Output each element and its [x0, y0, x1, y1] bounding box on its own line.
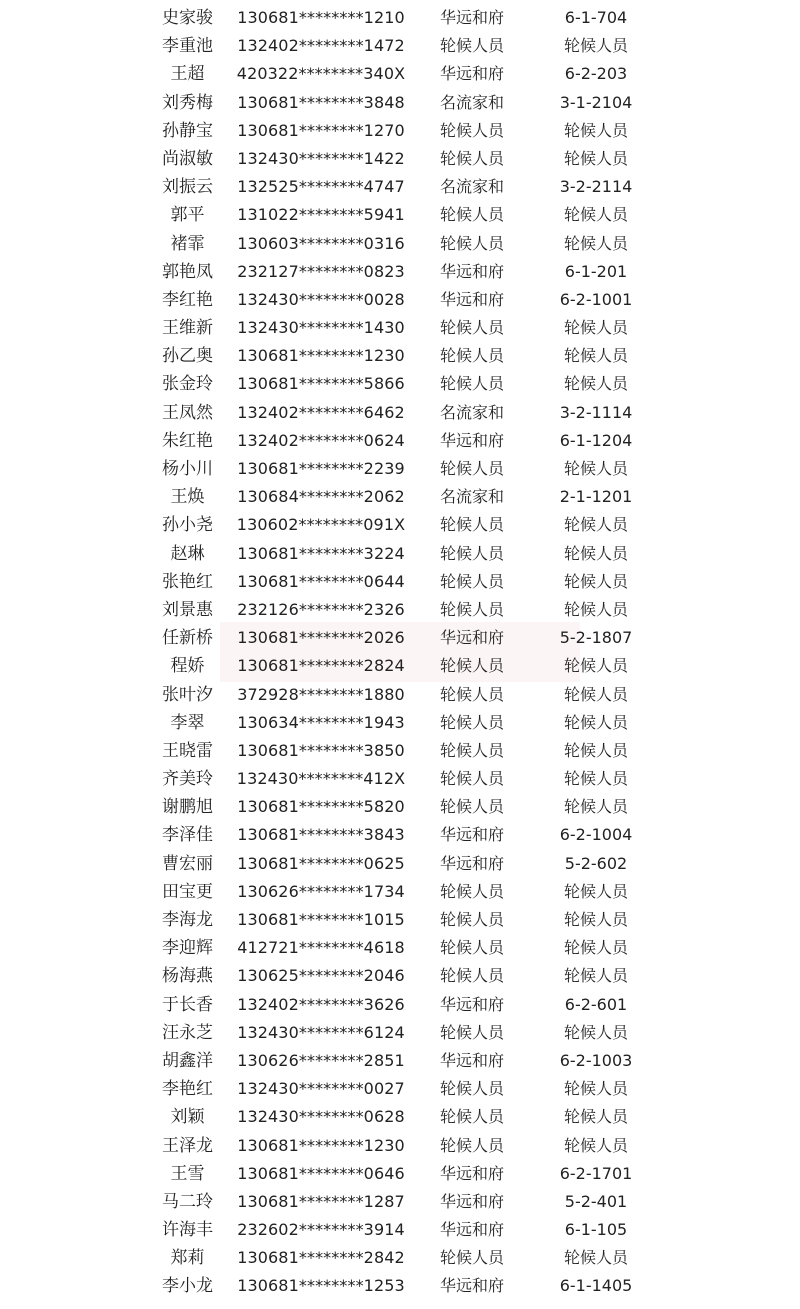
- unit-cell: 5-2-401: [564, 1191, 628, 1211]
- id-number-cell: 130626********1734: [237, 881, 405, 901]
- name-cell: 王晓雷: [162, 740, 213, 761]
- id-number-cell: 130681********0625: [237, 853, 405, 873]
- id-number-cell: 130681********1253: [237, 1276, 405, 1296]
- category-cell: 轮候人员: [439, 374, 504, 394]
- unit-cell: 轮候人员: [563, 966, 628, 986]
- id-number-cell: 130681********2026: [237, 628, 405, 648]
- id-number-cell: 130634********1943: [237, 712, 405, 732]
- name-cell: 王超: [170, 64, 205, 85]
- category-cell: 华远和府: [439, 1220, 504, 1240]
- table-row: [0, 652, 800, 680]
- table-row: [0, 624, 800, 652]
- category-cell: 轮候人员: [439, 233, 504, 253]
- category-cell: 华远和府: [439, 8, 504, 27]
- table-row: [0, 681, 800, 709]
- name-cell: 齐美玲: [162, 769, 213, 790]
- id-number-cell: 130681********5866: [237, 374, 405, 394]
- category-cell: 轮候人员: [439, 938, 504, 958]
- id-number-cell: 130681********2824: [237, 656, 405, 676]
- name-cell: 尚淑敏: [162, 148, 213, 169]
- name-cell: 王维新: [162, 318, 213, 339]
- category-cell: 轮候人员: [439, 740, 504, 760]
- name-cell: 郭艳凤: [162, 261, 213, 282]
- name-cell: 郭平: [170, 205, 205, 226]
- id-number-cell: 130626********2851: [237, 1050, 405, 1070]
- category-cell: 轮候人员: [439, 966, 504, 986]
- table-row: [0, 455, 800, 483]
- unit-cell: 轮候人员: [563, 120, 628, 140]
- unit-cell: 轮候人员: [563, 1248, 628, 1268]
- category-cell: 轮候人员: [439, 346, 504, 366]
- id-number-cell: 130681********3848: [237, 92, 405, 112]
- unit-cell: 6-1-201: [564, 261, 628, 281]
- id-number-cell: 130681********3850: [237, 740, 405, 760]
- id-number-cell: 130681********1210: [237, 8, 405, 27]
- id-number-cell: 132430********1430: [237, 318, 405, 338]
- unit-cell: 轮候人员: [563, 1022, 628, 1042]
- name-cell: 杨小川: [162, 459, 213, 479]
- name-cell: 张金玲: [162, 374, 213, 395]
- unit-cell: 轮候人员: [563, 712, 628, 732]
- name-cell: 史家骏: [162, 8, 213, 28]
- table-row: [0, 962, 800, 990]
- unit-cell: 轮候人员: [563, 1135, 628, 1155]
- unit-cell: 6-2-1701: [559, 1163, 633, 1183]
- id-number-cell: 132402********3626: [237, 994, 405, 1014]
- category-cell: 轮候人员: [439, 148, 504, 168]
- id-number-cell: 130684********2062: [237, 487, 405, 507]
- category-cell: 名流家和: [439, 92, 504, 112]
- id-number-cell: 130681********1230: [237, 346, 405, 366]
- id-number-cell: 132402********1472: [237, 36, 405, 56]
- category-cell: 华远和府: [439, 853, 504, 873]
- name-cell: 郑莉: [170, 1248, 205, 1269]
- unit-cell: 轮候人员: [563, 543, 628, 563]
- table-row: [0, 370, 800, 398]
- category-cell: 华远和府: [439, 430, 504, 450]
- id-number-cell: 130681********1287: [237, 1191, 405, 1211]
- id-number-cell: 130681********1270: [237, 120, 405, 140]
- name-cell: 王雪: [170, 1163, 205, 1184]
- unit-cell: 轮候人员: [563, 515, 628, 535]
- unit-cell: 轮候人员: [563, 769, 628, 789]
- category-cell: 华远和府: [439, 628, 504, 648]
- table-row: [0, 427, 800, 455]
- table-row: [0, 230, 800, 258]
- category-cell: 华远和府: [439, 994, 504, 1014]
- category-cell: 轮候人员: [439, 543, 504, 563]
- unit-cell: 轮候人员: [563, 346, 628, 366]
- unit-cell: 6-1-1405: [559, 1276, 633, 1296]
- name-cell: 任新桥: [162, 628, 213, 649]
- id-number-cell: 132430********0628: [237, 1107, 405, 1127]
- id-number-cell: 130681********2842: [237, 1248, 405, 1268]
- unit-cell: 轮候人员: [563, 684, 628, 704]
- name-cell: 李迎辉: [162, 938, 213, 959]
- table-row: [0, 201, 800, 229]
- unit-cell: 6-2-601: [564, 994, 628, 1014]
- name-cell: 李海龙: [162, 910, 213, 930]
- table-row: [0, 850, 800, 878]
- category-cell: 轮候人员: [439, 769, 504, 789]
- category-cell: 华远和府: [439, 1276, 504, 1296]
- category-cell: 华远和府: [439, 825, 504, 845]
- name-cell: 胡鑫洋: [162, 1050, 213, 1071]
- id-number-cell: 232127********0823: [237, 261, 405, 281]
- unit-cell: 轮候人员: [563, 374, 628, 394]
- unit-cell: 6-1-704: [564, 8, 628, 27]
- table-row: [0, 1019, 800, 1047]
- name-cell: 于长香: [162, 994, 213, 1015]
- category-cell: 华远和府: [439, 64, 504, 84]
- category-cell: 轮候人员: [439, 881, 504, 901]
- unit-cell: 轮候人员: [563, 1107, 628, 1127]
- category-cell: 名流家和: [439, 487, 504, 507]
- name-cell: 刘秀梅: [162, 92, 213, 113]
- table-row: [0, 173, 800, 201]
- unit-cell: 轮候人员: [563, 656, 628, 676]
- name-cell: 朱红艳: [162, 430, 213, 451]
- name-cell: 杨海燕: [162, 966, 213, 987]
- id-number-cell: 132430********0028: [237, 289, 405, 309]
- category-cell: 轮候人员: [439, 712, 504, 732]
- id-number-cell: 130603********0316: [237, 233, 405, 253]
- id-number-cell: 132430********0027: [237, 1079, 405, 1099]
- unit-cell: 轮候人员: [563, 1079, 628, 1099]
- name-cell: 田宝更: [162, 881, 213, 902]
- category-cell: 轮候人员: [439, 205, 504, 225]
- id-number-cell: 130625********2046: [237, 966, 405, 986]
- id-number-cell: 130681********0646: [237, 1163, 405, 1183]
- id-number-cell: 130681********3843: [237, 825, 405, 845]
- name-cell: 褚霏: [170, 233, 205, 254]
- unit-cell: 轮候人员: [563, 36, 628, 56]
- table-row: [0, 596, 800, 624]
- name-cell: 李红艳: [162, 289, 213, 310]
- id-number-cell: 132402********6462: [237, 402, 405, 422]
- unit-cell: 轮候人员: [563, 459, 628, 478]
- table-row: [0, 314, 800, 342]
- unit-cell: 5-2-602: [564, 853, 628, 873]
- id-number-cell: 132525********4747: [237, 177, 405, 197]
- id-number-cell: 132430********6124: [237, 1022, 405, 1042]
- id-number-cell: 132402********0624: [237, 430, 405, 450]
- category-cell: 华远和府: [439, 1191, 504, 1211]
- id-number-cell: 130681********2239: [237, 459, 405, 478]
- unit-cell: 6-2-203: [564, 64, 628, 84]
- unit-cell: 轮候人员: [563, 797, 628, 817]
- id-number-cell: 132430********412X: [236, 769, 406, 789]
- name-cell: 王焕: [170, 487, 205, 508]
- name-cell: 王泽龙: [162, 1135, 213, 1156]
- name-cell: 李艳红: [162, 1079, 213, 1100]
- category-cell: 轮候人员: [439, 515, 504, 535]
- category-cell: 华远和府: [439, 1050, 504, 1070]
- id-number-cell: 412721********4618: [237, 938, 405, 958]
- table-row: [0, 60, 800, 88]
- category-cell: 轮候人员: [439, 684, 504, 704]
- table-row: [0, 1103, 800, 1131]
- table-row: [0, 878, 800, 906]
- table-row: [0, 89, 800, 117]
- table-row: [0, 1244, 800, 1272]
- table-row: [0, 906, 800, 934]
- table-row: [0, 145, 800, 173]
- category-cell: 轮候人员: [439, 656, 504, 676]
- unit-cell: 轮候人员: [563, 571, 628, 591]
- unit-cell: 3-2-2114: [559, 177, 633, 197]
- category-cell: 轮候人员: [439, 120, 504, 140]
- table-row: [0, 1216, 800, 1244]
- table-row: [0, 568, 800, 596]
- table-row: [0, 793, 800, 821]
- id-number-cell: 131022********5941: [237, 205, 405, 225]
- table-row: [0, 483, 800, 511]
- table-row: [0, 1132, 800, 1160]
- id-number-cell: 232602********3914: [237, 1220, 405, 1240]
- id-number-cell: 232126********2326: [237, 599, 405, 619]
- category-cell: 轮候人员: [439, 1135, 504, 1155]
- name-cell: 李重池: [162, 36, 213, 57]
- table-row: [0, 32, 800, 60]
- category-cell: 华远和府: [439, 261, 504, 281]
- name-cell: 李翠: [170, 712, 205, 733]
- table-row: [0, 258, 800, 286]
- unit-cell: 6-1-105: [564, 1220, 628, 1240]
- table-row: [0, 1160, 800, 1188]
- category-cell: 华远和府: [439, 1163, 504, 1183]
- id-number-cell: 132430********1422: [237, 148, 405, 168]
- table-row: [0, 1047, 800, 1075]
- table-row: [0, 991, 800, 1019]
- table-row: [0, 286, 800, 314]
- unit-cell: 轮候人员: [563, 881, 628, 901]
- name-cell: 李泽佳: [162, 825, 213, 846]
- category-cell: 名流家和: [439, 177, 504, 197]
- name-cell: 许海丰: [162, 1220, 213, 1241]
- id-number-cell: 372928********1880: [237, 684, 405, 704]
- name-cell: 马二玲: [162, 1191, 213, 1212]
- unit-cell: 轮候人员: [563, 740, 628, 760]
- category-cell: 轮候人员: [439, 1022, 504, 1042]
- unit-cell: 3-2-1114: [559, 402, 633, 422]
- table-row: [0, 1272, 800, 1300]
- table-row: [0, 399, 800, 427]
- category-cell: 名流家和: [439, 402, 504, 422]
- table-row: [0, 511, 800, 539]
- name-cell: 孙乙奥: [162, 346, 213, 367]
- table-row: [0, 117, 800, 145]
- category-cell: 轮候人员: [439, 459, 504, 478]
- name-cell: 李小龙: [162, 1276, 213, 1297]
- name-cell: 王凤然: [162, 402, 213, 423]
- name-cell: 孙小尧: [162, 515, 213, 536]
- name-cell: 曹宏丽: [162, 853, 213, 874]
- table-row: [0, 4, 800, 32]
- table-row: [0, 821, 800, 849]
- table-row: [0, 540, 800, 568]
- category-cell: 轮候人员: [439, 1079, 504, 1099]
- unit-cell: 3-1-2104: [559, 92, 633, 112]
- id-number-cell: 130681********1230: [237, 1135, 405, 1155]
- name-cell: 谢鹏旭: [162, 797, 213, 818]
- name-cell: 孙静宝: [162, 120, 213, 141]
- unit-cell: 轮候人员: [563, 938, 628, 958]
- category-cell: 轮候人员: [439, 571, 504, 591]
- id-number-cell: 130681********3224: [237, 543, 405, 563]
- id-number-cell: 130681********1015: [237, 910, 405, 929]
- unit-cell: 2-1-1201: [559, 487, 633, 507]
- unit-cell: 6-1-1204: [559, 430, 633, 450]
- table-row: [0, 737, 800, 765]
- category-cell: 轮候人员: [439, 318, 504, 338]
- name-cell: 刘颖: [170, 1107, 205, 1128]
- resident-list-table: [0, 4, 800, 1301]
- table-row: [0, 765, 800, 793]
- id-number-cell: 130681********0644: [237, 571, 405, 591]
- table-row: [0, 934, 800, 962]
- unit-cell: 轮候人员: [563, 233, 628, 253]
- unit-cell: 6-2-1001: [559, 289, 633, 309]
- category-cell: 华远和府: [439, 289, 504, 309]
- name-cell: 程娇: [170, 656, 205, 677]
- category-cell: 轮候人员: [439, 36, 504, 56]
- unit-cell: 5-2-1807: [559, 628, 633, 648]
- category-cell: 轮候人员: [439, 599, 504, 619]
- unit-cell: 6-2-1004: [559, 825, 633, 845]
- name-cell: 赵琳: [170, 543, 205, 564]
- name-cell: 汪永芝: [162, 1022, 213, 1043]
- name-cell: 张艳红: [162, 571, 213, 592]
- category-cell: 轮候人员: [439, 1107, 504, 1127]
- table-row: [0, 342, 800, 370]
- table-row: [0, 1075, 800, 1103]
- name-cell: 张叶汐: [162, 684, 213, 705]
- category-cell: 轮候人员: [439, 1248, 504, 1268]
- category-cell: 轮候人员: [439, 797, 504, 817]
- table-row: [0, 709, 800, 737]
- name-cell: 刘振云: [162, 177, 213, 198]
- table-row: [0, 1188, 800, 1216]
- name-cell: 刘景惠: [162, 599, 213, 620]
- id-number-cell: 420322********340X: [236, 64, 406, 84]
- unit-cell: 轮候人员: [563, 148, 628, 168]
- unit-cell: 轮候人员: [563, 910, 628, 929]
- category-cell: 轮候人员: [439, 910, 504, 929]
- id-number-cell: 130602********091X: [236, 515, 406, 535]
- unit-cell: 轮候人员: [563, 599, 628, 619]
- unit-cell: 6-2-1003: [559, 1050, 633, 1070]
- id-number-cell: 130681********5820: [237, 797, 405, 817]
- unit-cell: 轮候人员: [563, 318, 628, 338]
- unit-cell: 轮候人员: [563, 205, 628, 225]
